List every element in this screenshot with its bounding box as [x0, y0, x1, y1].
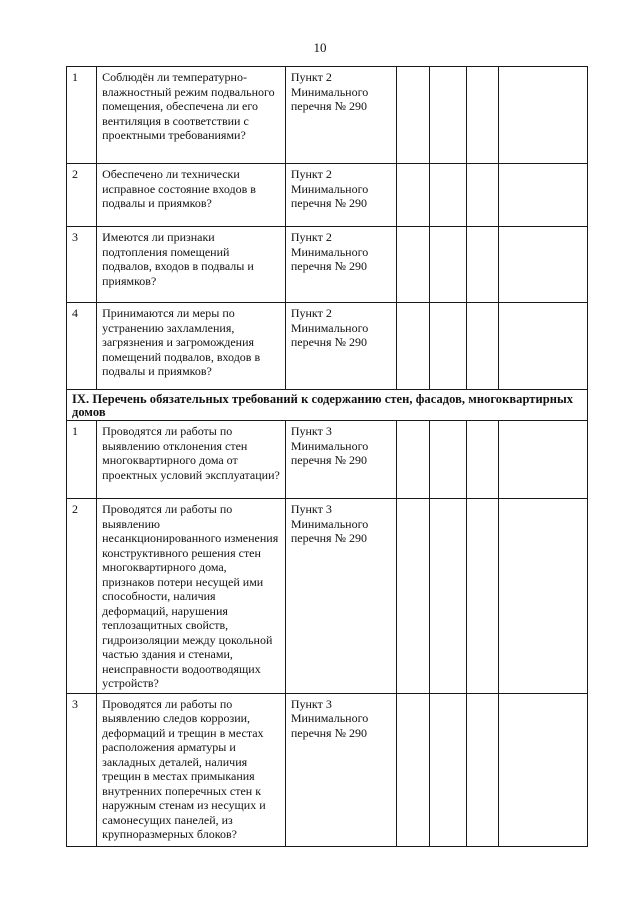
answer-cell-na[interactable]: [466, 303, 498, 390]
answer-cell-na[interactable]: [466, 693, 498, 846]
answer-cell-yes[interactable]: [397, 164, 430, 227]
row-number: 2: [67, 499, 97, 694]
table-row: [67, 693, 588, 846]
table-row: [67, 227, 588, 303]
question-text: Обеспечено ли технически исправное состояние входов в подвалы и приямков?: [97, 164, 286, 227]
answer-cell-yes[interactable]: [397, 67, 430, 164]
notes-cell[interactable]: [498, 499, 587, 694]
legal-reference: Пункт 2 Минимального перечня № 290: [285, 227, 396, 303]
notes-cell[interactable]: [498, 67, 587, 164]
answer-cell-yes[interactable]: [397, 693, 430, 846]
table-row: [67, 303, 588, 390]
answer-cell-yes[interactable]: [397, 421, 430, 499]
legal-reference: Пункт 2 Минимального перечня № 290: [285, 67, 396, 164]
answer-cell-na[interactable]: [466, 421, 498, 499]
row-number: 1: [67, 67, 97, 164]
row-number: 1: [67, 421, 97, 499]
notes-cell[interactable]: [498, 227, 587, 303]
requirements-table: [66, 66, 588, 847]
row-number: 4: [67, 303, 97, 390]
legal-reference: Пункт 3 Минимального перечня № 290: [285, 693, 396, 846]
answer-cell-yes[interactable]: [397, 499, 430, 694]
table-row: [67, 67, 588, 164]
legal-reference: Пункт 2 Минимального перечня № 290: [285, 164, 396, 227]
row-number: 3: [67, 227, 97, 303]
notes-cell[interactable]: [498, 693, 587, 846]
table-row: [67, 164, 588, 227]
row-number: 3: [67, 693, 97, 846]
answer-cell-na[interactable]: [466, 67, 498, 164]
legal-reference: Пункт 2 Минимального перечня № 290: [285, 303, 396, 390]
answer-cell-no[interactable]: [430, 693, 466, 846]
answer-cell-yes[interactable]: [397, 303, 430, 390]
question-text: Имеются ли признаки подтопления помещений подвалов, входов в подвалы и приямков?: [97, 227, 286, 303]
answer-cell-no[interactable]: [430, 227, 466, 303]
answer-cell-na[interactable]: [466, 164, 498, 227]
legal-reference: Пункт 3 Минимального перечня № 290: [285, 421, 396, 499]
table-row: [67, 421, 588, 499]
legal-reference: Пункт 3 Минимального перечня № 290: [285, 499, 396, 694]
notes-cell[interactable]: [498, 164, 587, 227]
answer-cell-na[interactable]: [466, 227, 498, 303]
answer-cell-no[interactable]: [430, 421, 466, 499]
answer-cell-na[interactable]: [466, 499, 498, 694]
answer-cell-no[interactable]: [430, 67, 466, 164]
answer-cell-no[interactable]: [430, 164, 466, 227]
page-number: 10: [313, 40, 327, 55]
question-text: Соблюдён ли температурно-влажностный режим подвального помещения, обеспечена ли его вентиляция в соответствии с проектными требованиями?: [97, 67, 286, 164]
table-row: [67, 499, 588, 694]
question-text: Проводятся ли работы по выявлению несанкционированного изменения конструктивного решения стен многоквартирного дома, признаков потери несущей ими способности, наличия деформаций, нарушения теплозащитных свойств, гидроизоляции между цокольной частью здания и стенами, неисправности водоотводящих устройств?: [97, 499, 286, 694]
question-text: Принимаются ли меры по устранению захламления, загрязнения и загромождения помещений подвалов, входов в подвалы и приямков?: [97, 303, 286, 390]
answer-cell-no[interactable]: [430, 303, 466, 390]
answer-cell-no[interactable]: [430, 499, 466, 694]
section-title: IX. Перечень обязательных требований к содержанию стен, фасадов, многоквартирных домов: [67, 390, 588, 421]
row-number: 2: [67, 164, 97, 227]
notes-cell[interactable]: [498, 421, 587, 499]
answer-cell-yes[interactable]: [397, 227, 430, 303]
notes-cell[interactable]: [498, 303, 587, 390]
question-text: Проводятся ли работы по выявлению отклонения стен многоквартирного дома от проектных условий эксплуатации?: [97, 421, 286, 499]
section-heading-row: [67, 390, 588, 421]
question-text: Проводятся ли работы по выявлению следов коррозии, деформаций и трещин в местах расположения арматуры и закладных деталей, наличия трещин в местах примыкания внутренних поперечных стен к наружным стенам из несущих и самонесущих панелей, из крупноразмерных блоков?: [97, 693, 286, 846]
